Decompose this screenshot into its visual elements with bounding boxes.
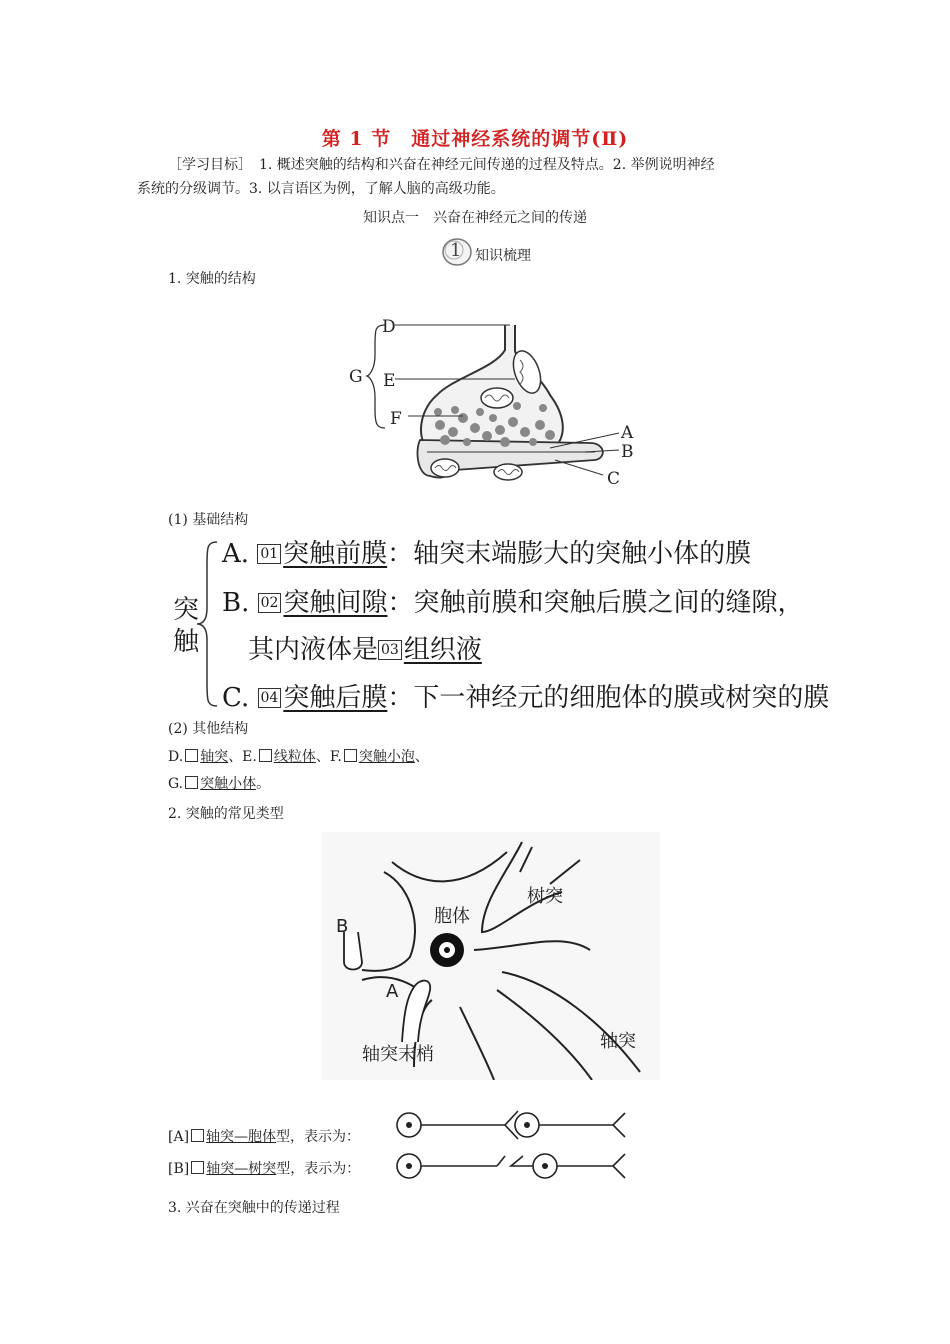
- item-f-prefix: 、F.: [315, 749, 342, 765]
- fig2-label-soma: 胞体: [434, 906, 470, 927]
- type-b-prefix: [B]: [168, 1161, 190, 1177]
- item-a-prefix: A.: [222, 539, 250, 569]
- blank-number-02: 02: [258, 593, 282, 613]
- term-synaptic-vesicle: 突触小泡: [358, 749, 415, 765]
- fig2-label-B: B: [336, 916, 349, 937]
- other-structure-line-2: [168, 774, 270, 794]
- item-d-prefix: D.: [168, 749, 184, 765]
- fig2-label-dendrite: 树突: [527, 886, 563, 907]
- item-g-prefix: G.: [168, 776, 184, 792]
- brace-label-1: 突: [173, 595, 200, 625]
- item-b-prefix: B.: [222, 588, 250, 618]
- item-c-prefix: C.: [222, 683, 250, 713]
- fig2-label-axon-terminal: 轴突末梢: [362, 1044, 434, 1065]
- basic-item-b-continued: [248, 632, 482, 668]
- type-b-suffix: 型，表示为：: [276, 1161, 361, 1177]
- period: 。: [256, 776, 271, 792]
- blank-number-04: 04: [258, 688, 282, 708]
- section-heading-transmission-process: 3. 兴奋在突触中的传递过程: [168, 1200, 340, 1216]
- type-b-term: 轴突—树突: [206, 1161, 277, 1177]
- type-a-suffix: 型，表示为：: [276, 1129, 361, 1145]
- brace-label-2: 触: [173, 627, 200, 657]
- badge-number: 1: [450, 240, 462, 261]
- section-heading-synapse-types: 2. 突触的常见类型: [168, 806, 284, 822]
- objectives-line-2: 系统的分级调节。3. 以言语区为例，了解人脑的高级功能。: [137, 181, 505, 197]
- term-postsynaptic-membrane: 突触后膜: [283, 683, 388, 713]
- fig2-label-axon: 轴突: [600, 1031, 636, 1052]
- fig1-label-D: D: [382, 317, 396, 337]
- separator: 、: [414, 749, 429, 765]
- axon-dendrite-diagram: [395, 1148, 630, 1184]
- fig1-label-F: F: [390, 409, 402, 429]
- blank-box: [185, 749, 198, 762]
- blank-box: [259, 749, 272, 762]
- page-title: 第 1 节 通过神经系统的调节(Ⅱ): [321, 128, 629, 150]
- type-a-prefix: [A]: [168, 1129, 190, 1145]
- term-synaptic-cleft: 突触间隙: [283, 588, 388, 618]
- blank-box: [344, 749, 357, 762]
- objectives-line-1: ［学习目标］ 1. 概述突触的结构和兴奋在神经元间传递的过程及特点。2. 举例说明神经: [168, 157, 715, 173]
- term-axon: 轴突: [200, 749, 229, 765]
- synaptic-knob-shape: [421, 325, 563, 450]
- basic-item-c: [222, 680, 829, 716]
- item-a-desc: ：轴突末端膨大的突触小体的膜: [387, 539, 752, 569]
- fig1-label-A: A: [621, 423, 634, 443]
- type-b-line: [168, 1159, 360, 1179]
- basic-item-b: [222, 585, 804, 621]
- basic-item-a: [222, 536, 751, 572]
- blank-box: [191, 1129, 204, 1142]
- term-tissue-fluid: 组织液: [403, 635, 482, 665]
- item-b2-text: 其内液体是: [248, 635, 379, 665]
- term-mitochondria: 线粒体: [273, 749, 316, 765]
- synapse-structure-figure: [345, 300, 650, 500]
- blank-box: [191, 1161, 204, 1174]
- basic-structure-heading: (1) 基础结构: [168, 512, 249, 528]
- other-structure-heading: (2) 其他结构: [168, 721, 249, 737]
- section-heading-synapse-structure: 1. 突触的结构: [168, 271, 256, 287]
- term-synaptic-knob: 突触小体: [200, 776, 257, 792]
- knowledge-point-heading: 知识点一 兴奋在神经元之间的传递: [363, 210, 587, 226]
- badge-label: 知识梳理: [475, 248, 531, 264]
- other-structure-line-1: [168, 747, 429, 767]
- item-c-desc: ：下一神经元的细胞体的膜或树突的膜: [387, 683, 830, 713]
- term-presynaptic-membrane: 突触前膜: [283, 539, 388, 569]
- type-a-line: [168, 1127, 360, 1147]
- item-b-desc: ：突触前膜和突触后膜之间的缝隙，: [387, 588, 804, 618]
- item-e-prefix: 、E.: [228, 749, 257, 765]
- blank-number-01: 01: [257, 544, 281, 564]
- fig1-label-G: G: [349, 367, 363, 387]
- fig1-label-B: B: [621, 442, 634, 462]
- synapse-types-figure: [322, 832, 660, 1080]
- fig1-label-C: C: [607, 469, 621, 489]
- blank-box: [185, 776, 198, 789]
- type-a-term: 轴突—胞体: [206, 1129, 277, 1145]
- blank-number-03: 03: [378, 640, 402, 660]
- mitochondrion-shape: [481, 388, 513, 408]
- axon-soma-diagram: [395, 1107, 630, 1143]
- fig2-label-A: A: [386, 981, 399, 1002]
- fig1-label-E: E: [383, 371, 396, 391]
